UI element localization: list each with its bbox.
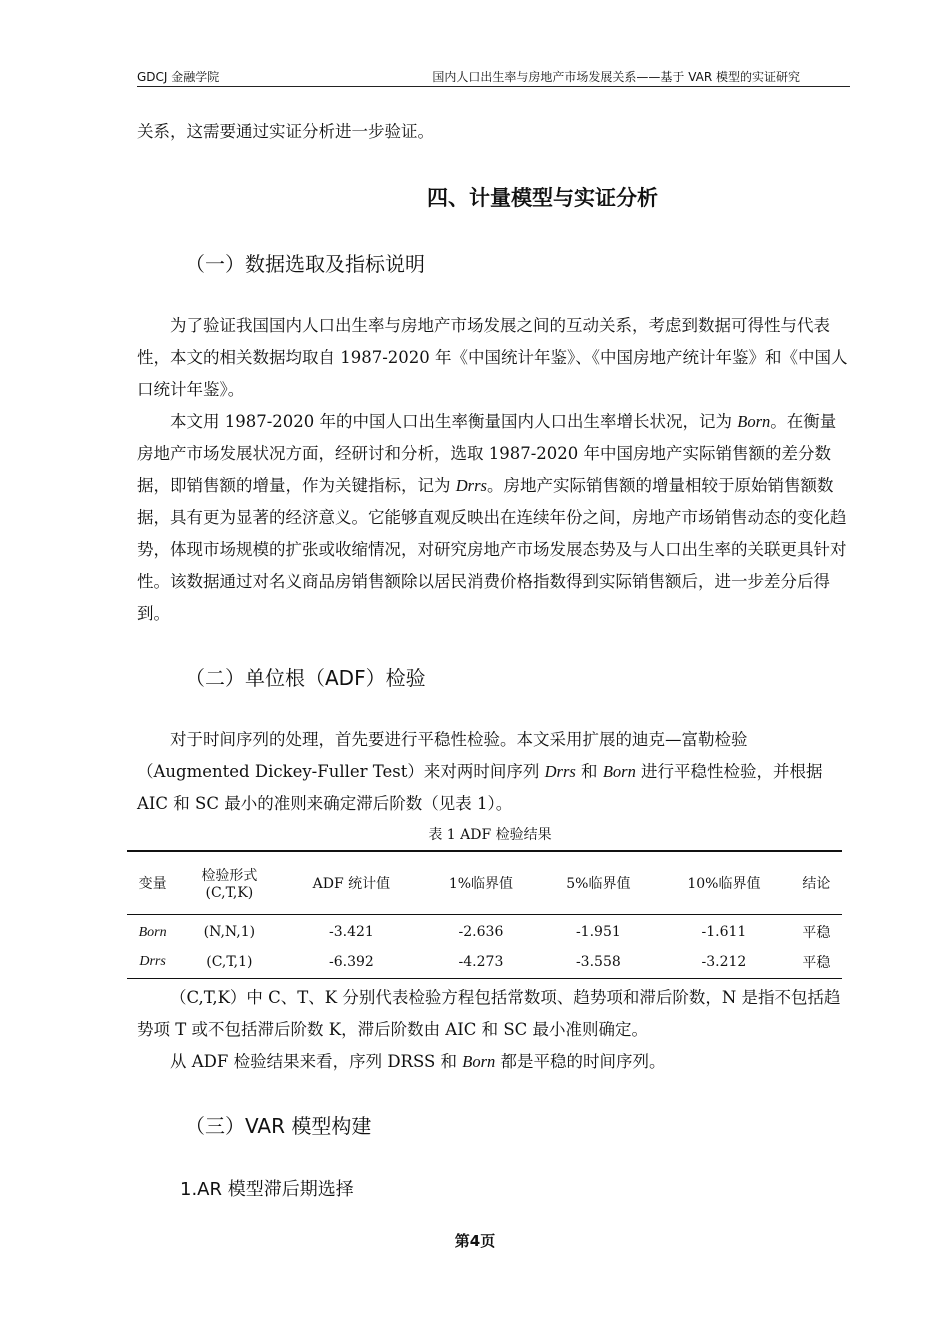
cell-result: 平稳 (802, 925, 831, 942)
text-span: 。在衡量房地产市场发展状况方面，经研讨和分析，选取 1987-2020 年中国房地产实际销售额的差分数据，即销售额的增量，作为关键指标，记为 (137, 412, 837, 495)
sub1-para1: 为了验证我国国内人口出生率与房地产市场发展之间的互动关系，考虑到数据可得性与代表性，本文的相关数据均取自 1987-2020 年《中国统计年鉴》、《中国房地产统计年鉴》和《中国人口统计年鉴》。 (137, 316, 848, 399)
th-c1: 1%临界值 (448, 875, 514, 892)
cell-adf: -3.421 (329, 924, 374, 941)
th-var: 变量 (138, 875, 167, 892)
text-span: 从 ADF 检验结果来看，序列 DRSS 和 (170, 1052, 463, 1071)
th-c5: 5%临界值 (566, 875, 631, 892)
th-form (178, 851, 280, 914)
adf-conclusion (137, 1046, 852, 1078)
cell-c1: -4.273 (458, 953, 504, 970)
var-drrs: Drrs (139, 954, 166, 970)
text-span: 本文用 1987-2020 年的中国人口出生率衡量国内人口出生率增长状况，记为 (170, 412, 738, 431)
adf-table (127, 850, 842, 979)
page-number: 第4页 (454, 1232, 496, 1250)
text-span: 和 (575, 762, 603, 781)
table-caption: 表 1 ADF 检验结果 (428, 827, 552, 843)
table-row (127, 914, 842, 946)
var-born: Born (138, 924, 167, 940)
th-form-line1: 检验形式 (201, 867, 258, 884)
cell-c10: -1.611 (701, 924, 747, 941)
th-form-line2: (C,T,K) (205, 884, 254, 901)
sub2-para (137, 724, 852, 820)
cell-result: 平稳 (802, 954, 831, 971)
cell-var (127, 946, 178, 978)
text-span: 。房地产实际销售额的增量相较于原始销售额数据，具有更为显著的经济意义。它能够直观反映出在连续年份之间，房地产市场销售动态的变化趋势，体现市场规模的扩张或收缩情况，对研究房地产市场发展态势及与人口出生率的关联更具针对性。该数据通过对名义商品房销售额除以居民消费价格指数得到实际销售额后，进一步差分后得到。 (137, 476, 847, 623)
text-span: 进行平稳性检验，并根据 AIC 和 SC 最小的准则来确定滞后阶数（见表 1）。 (137, 762, 823, 813)
var-born: Born (602, 762, 636, 781)
cell-form: (C,T,1) (206, 953, 253, 970)
sub1-para2 (137, 406, 852, 630)
intro-text: 关系，这需要通过实证分析进一步验证。 (137, 122, 434, 141)
var-drrs: Drrs (455, 476, 487, 495)
th-result: 结论 (802, 875, 831, 892)
sub2-title: （二）单位根（ADF）检验 (185, 666, 426, 690)
cell-form: (N,N,1) (203, 924, 256, 941)
cell-c10: -3.212 (701, 953, 747, 970)
section4-title: 四、计量模型与实证分析 (427, 186, 658, 210)
var-born: Born (462, 1052, 496, 1071)
cell-c5: -3.558 (575, 953, 621, 970)
cell-c5: -1.951 (575, 924, 621, 941)
header-right: 国内人口出生率与房地产市场发展关系——基于 VAR 模型的实证研究 (432, 70, 800, 84)
cell-adf: -6.392 (329, 953, 374, 970)
sub1-title: （一）数据选取及指标说明 (185, 252, 425, 276)
text-span: 都是平稳的时间序列。 (495, 1052, 666, 1071)
th-c10: 10%临界值 (687, 875, 761, 892)
sub3-title: （三）VAR 模型构建 (185, 1114, 372, 1138)
text-span: 对于时间序列的处理，首先要进行平稳性检验。本文采用扩展的迪克—富勒检验（Augmented Dickey-Fuller Test）来对两时间序列 (137, 730, 748, 781)
cell-c1: -2.636 (458, 924, 504, 941)
table-row (127, 946, 842, 978)
cell-var (127, 914, 178, 946)
sub3-item1: 1.AR 模型滞后期选择 (180, 1179, 354, 1200)
var-drrs: Drrs (544, 762, 576, 781)
table-note: （C,T,K）中 C、T、K 分别代表检验方程包括常数项、趋势项和滞后阶数，N 是指不包括趋势项 T 或不包括滞后阶数 K，滞后阶数由 AIC 和 SC 最小准则确定。 (137, 988, 841, 1039)
var-born: Born (737, 412, 771, 431)
th-adf: ADF 统计值 (312, 875, 391, 892)
header-left: GDCJ 金融学院 (137, 70, 220, 84)
table-header-row (127, 851, 842, 914)
page-header (137, 66, 850, 87)
